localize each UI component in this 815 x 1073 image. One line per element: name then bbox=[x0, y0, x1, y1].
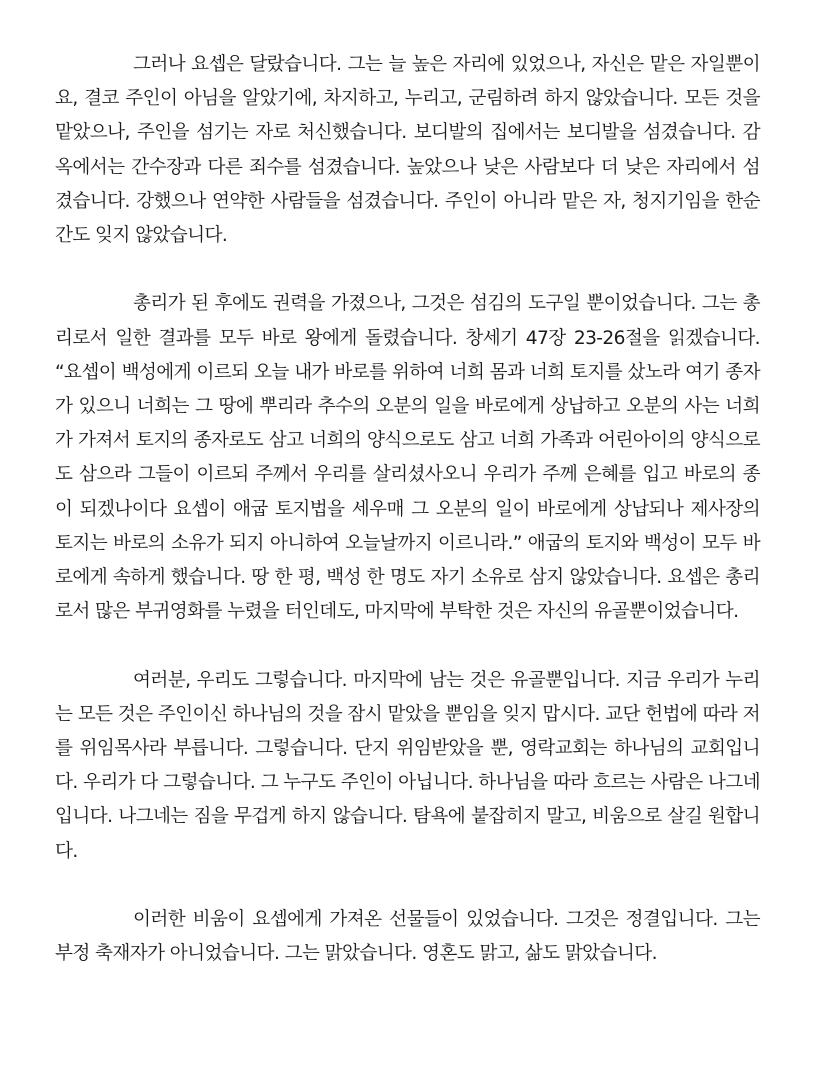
paragraph-4: 이러한 비움이 요셉에게 가져온 선물들이 있었습니다. 그것은 정결입니다. 그는 부정 축재자가 아니었습니다. 그는 맑았습니다. 영혼도 맑고, 삶도 맑았습니다. bbox=[55, 909, 760, 965]
paragraph-2: 총리가 된 후에도 권력을 가졌으나, 그것은 섬김의 도구일 뿐이었습니다. 그는 총리로서 일한 결과를 모두 바로 왕에게 돌렸습니다. 창세기 47장 23-26절을 읽겠습니다. “요셉이 백성에게 이르되 오늘 내가 바로를 위하여 너희 몸과 너희 토지를 샀노라 여기 종자가 있으니 너희는 그 땅에 뿌리라 추수의 오분의 일을 바로에게 상납하고 오분의 사는 너희가 가져서 토지의 종자로도 삼고 너희의 양식으로도 삼고 너희 가족과 어린아이의 양식으로도 삼으라 그들이 이르되 주께서 우리를 살리셨사오니 우리가 주께 은혜를 입고 바로의 종이 되겠나이다 요셉이 애굽 토지법을 세우매 그 오분의 일이 바로에게 상납되나 제사장의 토지는 바로의 소유가 되지 아니하여 오늘날까지 이르니라.” 애굽의 토지와 백성이 모두 바로에게 속하게 했습니다. 땅 한 평, 백성 한 명도 자기 소유로 삼지 않았습니다. 요셉은 총리로서 많은 부귀영화를 누렸을 터인데도, 마지막에 부탁한 것은 자신의 유골뿐이었습니다. bbox=[55, 293, 760, 623]
paragraph-1: 그러나 요셉은 달랐습니다. 그는 늘 높은 자리에 있었으나, 자신은 맡은 자일뿐이요, 결코 주인이 아님을 알았기에, 차지하고, 누리고, 군림하려 하지 않았습니다. 모든 것을 맡았으나, 주인을 섬기는 자로 처신했습니다. 보디발의 집에서는 보디발을 섬겼습니다. 감옥에서는 간수장과 다른 죄수를 섬겼습니다. 높았으나 낮은 사람보다 더 낮은 자리에서 섬겼습니다. 강했으나 연약한 사람들을 섬겼습니다. 주인이 아니라 맡은 자, 청지기임을 한순간도 잊지 않았습니다. bbox=[55, 54, 760, 247]
document-page bbox=[55, 48, 760, 971]
paragraph-3: 여러분, 우리도 그렇습니다. 마지막에 남는 것은 유골뿐입니다. 지금 우리가 누리는 모든 것은 주인이신 하나님의 것을 잠시 맡았을 뿐임을 잊지 맙시다. 교단 헌법에 따라 저를 위임목사라 부릅니다. 그렇습니다. 단지 위임받았을 뿐, 영락교회는 하나님의 교회입니다. 우리가 다 그렇습니다. 그 누구도 주인이 아닙니다. 하나님을 따라 흐르는 사람은 나그네입니다. 나그네는 짐을 무겁게 하지 않습니다. 탐욕에 붙잡히지 말고, 비움으로 살길 원합니다. bbox=[55, 669, 760, 862]
